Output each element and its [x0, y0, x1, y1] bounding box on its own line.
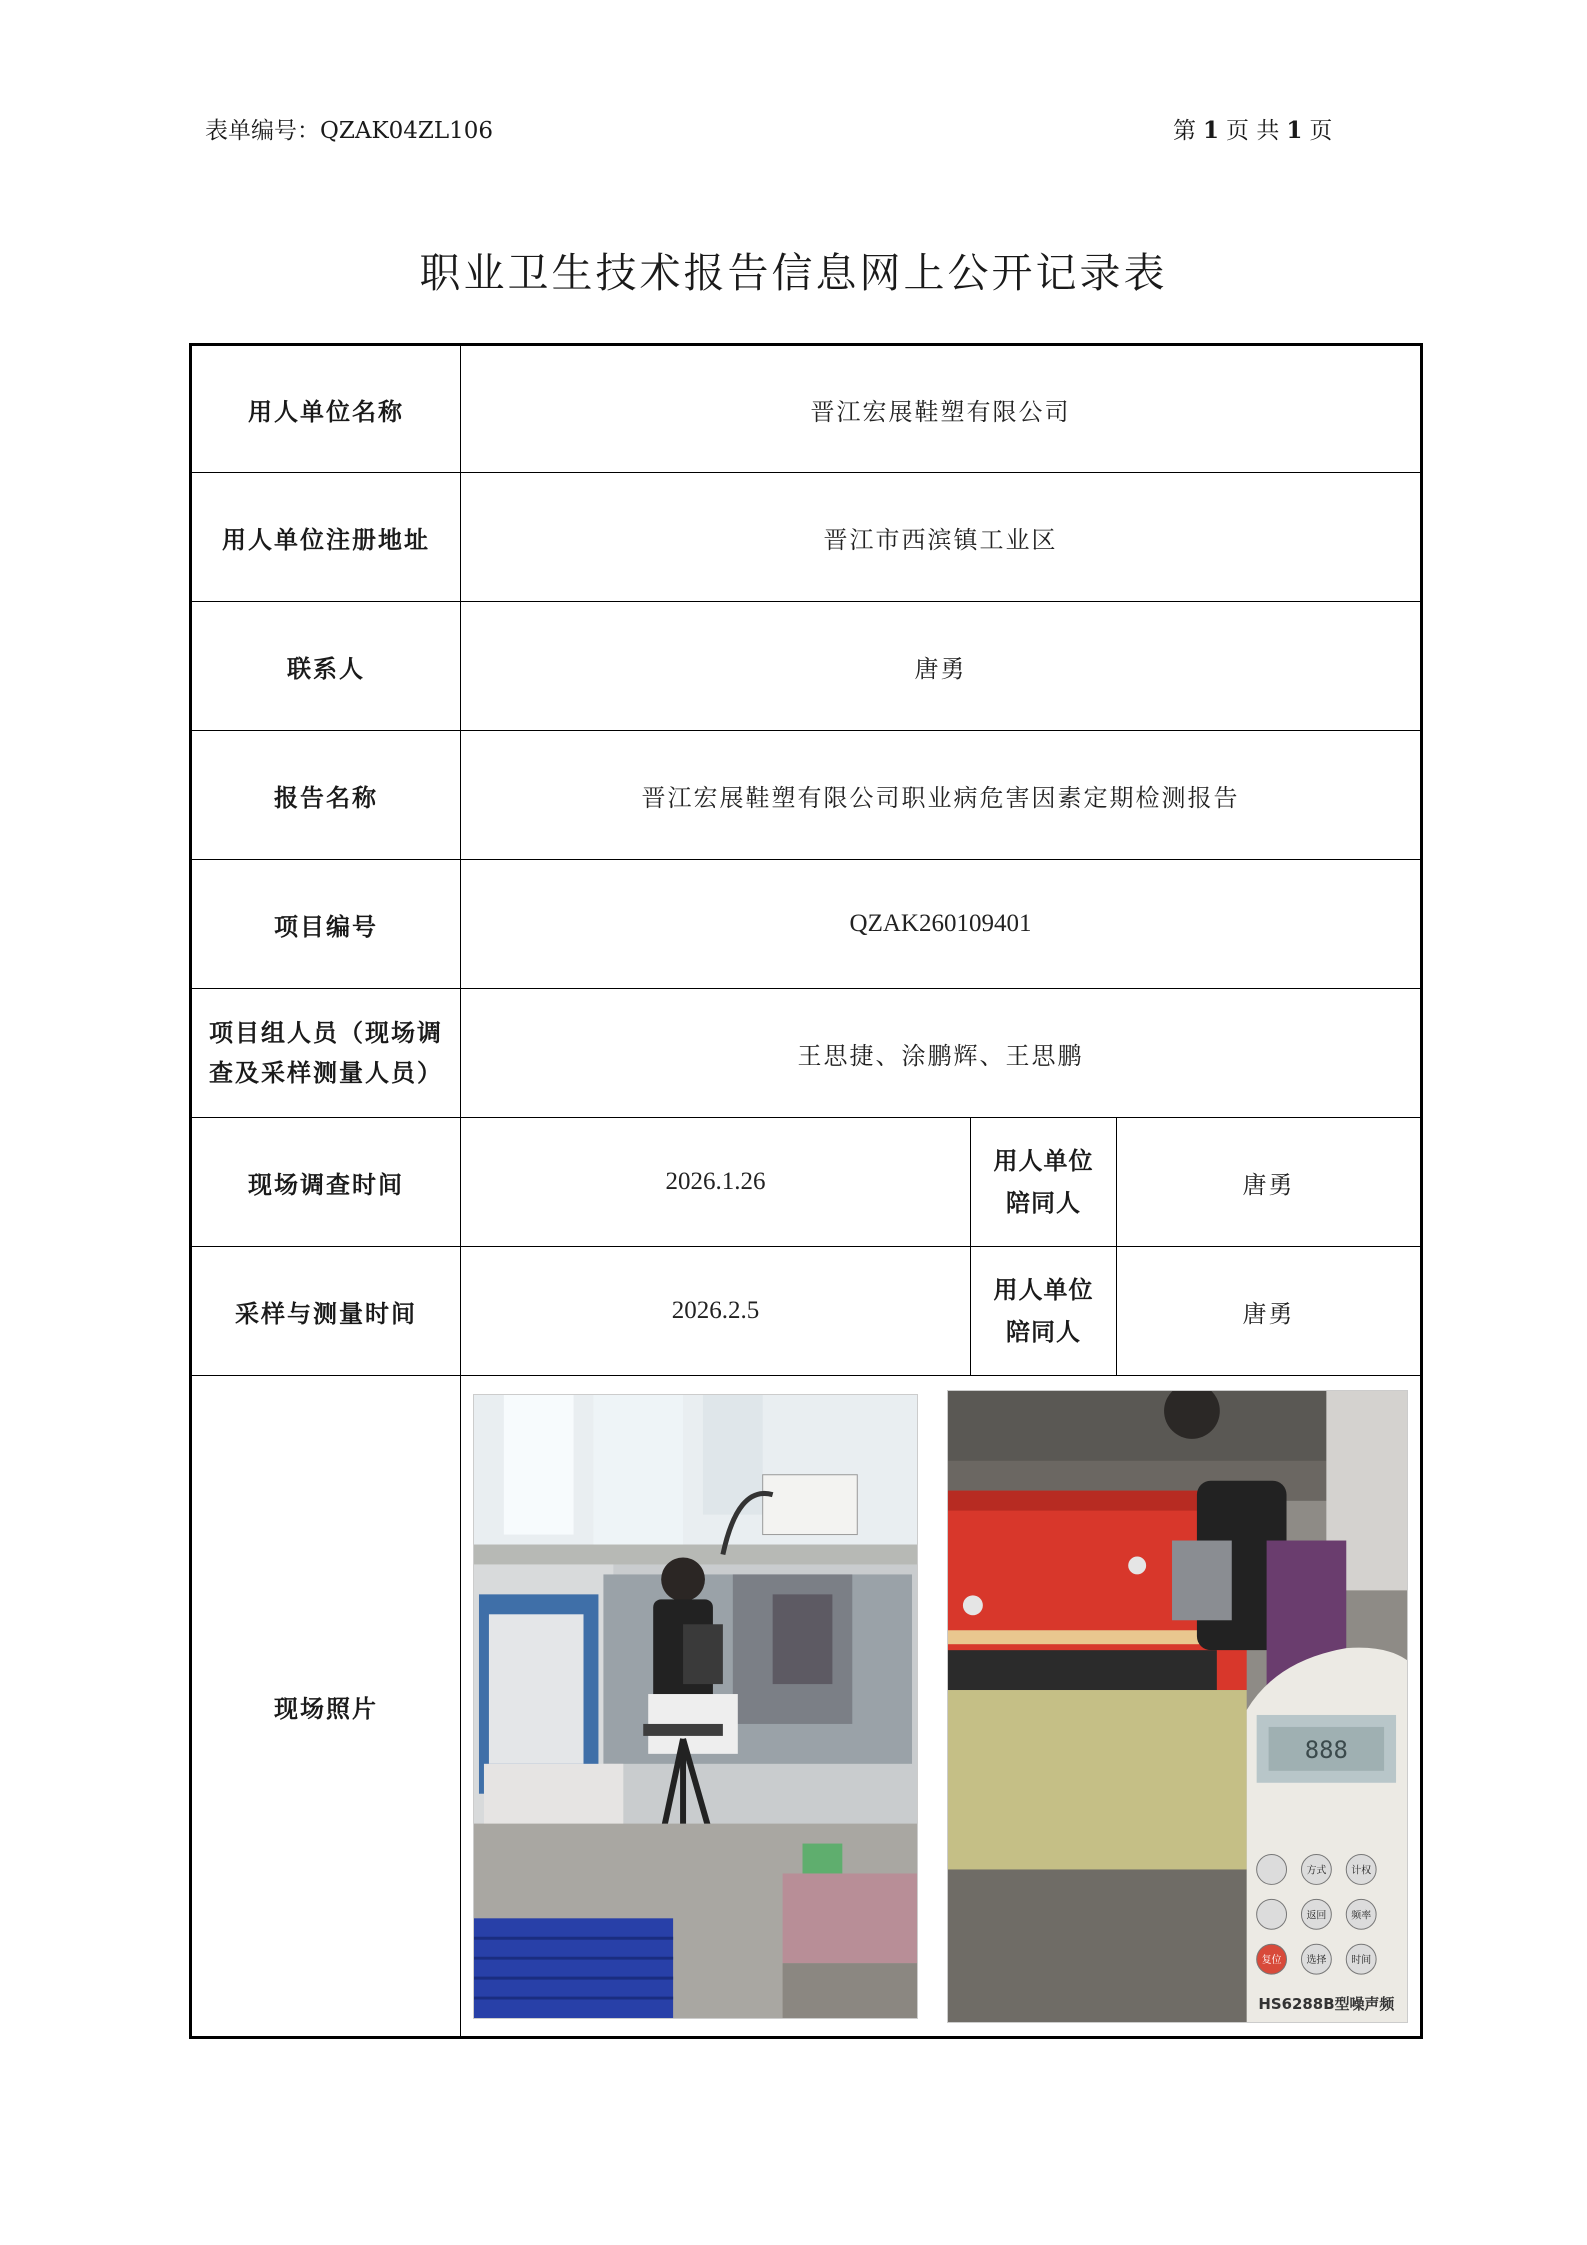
document-title: 职业卫生技术报告信息网上公开记录表	[419, 249, 1168, 297]
sampling-escort-value: 唐勇	[1117, 1247, 1422, 1376]
row-project-number	[191, 860, 1422, 989]
row-sampling-time	[191, 1247, 1422, 1376]
page-prefix: 第	[1173, 118, 1196, 144]
meter-model-label: HS6288B型噪声频	[1258, 1995, 1395, 2014]
project-number-label: 项目编号	[191, 860, 461, 989]
row-project-team	[191, 989, 1422, 1118]
meter-button-frequency: 频率	[1351, 1910, 1372, 1922]
report-name-label: 报告名称	[191, 731, 461, 860]
page-total: 1	[1286, 117, 1303, 144]
page-middle: 页 共	[1226, 118, 1280, 144]
survey-escort-label: 用人单位陪同人	[971, 1118, 1117, 1247]
form-code: 表单编号：QZAK04ZL106	[205, 118, 494, 144]
sampling-time-value: 2026.2.5	[461, 1247, 971, 1376]
row-contact-person	[191, 602, 1422, 731]
site-photos-label: 现场照片	[191, 1376, 461, 2038]
registered-address-label: 用人单位注册地址	[191, 473, 461, 602]
contact-person-label: 联系人	[191, 602, 461, 731]
row-report-name	[191, 731, 1422, 860]
row-survey-time	[191, 1118, 1422, 1247]
project-team-value: 王思捷、涂鹏辉、王思鹏	[461, 989, 1422, 1118]
meter-button-select: 选择	[1306, 1955, 1327, 1967]
site-photo-1	[473, 1394, 918, 2019]
meter-button-reset: 复位	[1261, 1955, 1282, 1967]
report-name-value: 晋江宏展鞋塑有限公司职业病危害因素定期检测报告	[461, 731, 1422, 860]
survey-time-label: 现场调查时间	[191, 1118, 461, 1247]
survey-escort-value: 唐勇	[1117, 1118, 1422, 1247]
meter-button-time: 时间	[1351, 1955, 1372, 1967]
registered-address-value: 晋江市西滨镇工业区	[461, 473, 1422, 602]
meter-button-weighting: 计权	[1351, 1865, 1372, 1877]
page-current: 1	[1203, 117, 1220, 144]
site-photos-cell	[461, 1376, 1422, 2038]
page-suffix: 页	[1309, 118, 1333, 144]
page-number	[1173, 112, 1332, 145]
meter-button-back: 返回	[1306, 1910, 1327, 1922]
meter-button-mode: 方式	[1306, 1865, 1327, 1877]
sampling-escort-label: 用人单位陪同人	[971, 1247, 1117, 1376]
survey-time-value: 2026.1.26	[461, 1118, 971, 1247]
employer-name-value: 晋江宏展鞋塑有限公司	[461, 345, 1422, 473]
row-registered-address	[191, 473, 1422, 602]
row-site-photos	[191, 1376, 1422, 2038]
site-photo-2	[947, 1390, 1408, 2023]
svg-text:888: 888	[1304, 1735, 1348, 1764]
sampling-time-label: 采样与测量时间	[191, 1247, 461, 1376]
contact-person-value: 唐勇	[461, 602, 1422, 731]
employer-name-label: 用人单位名称	[191, 345, 461, 473]
project-team-label: 项目组人员（现场调查及采样测量人员）	[191, 989, 461, 1118]
row-employer-name	[191, 345, 1422, 473]
record-table	[189, 343, 1423, 2039]
project-number-value: QZAK260109401	[461, 860, 1422, 989]
